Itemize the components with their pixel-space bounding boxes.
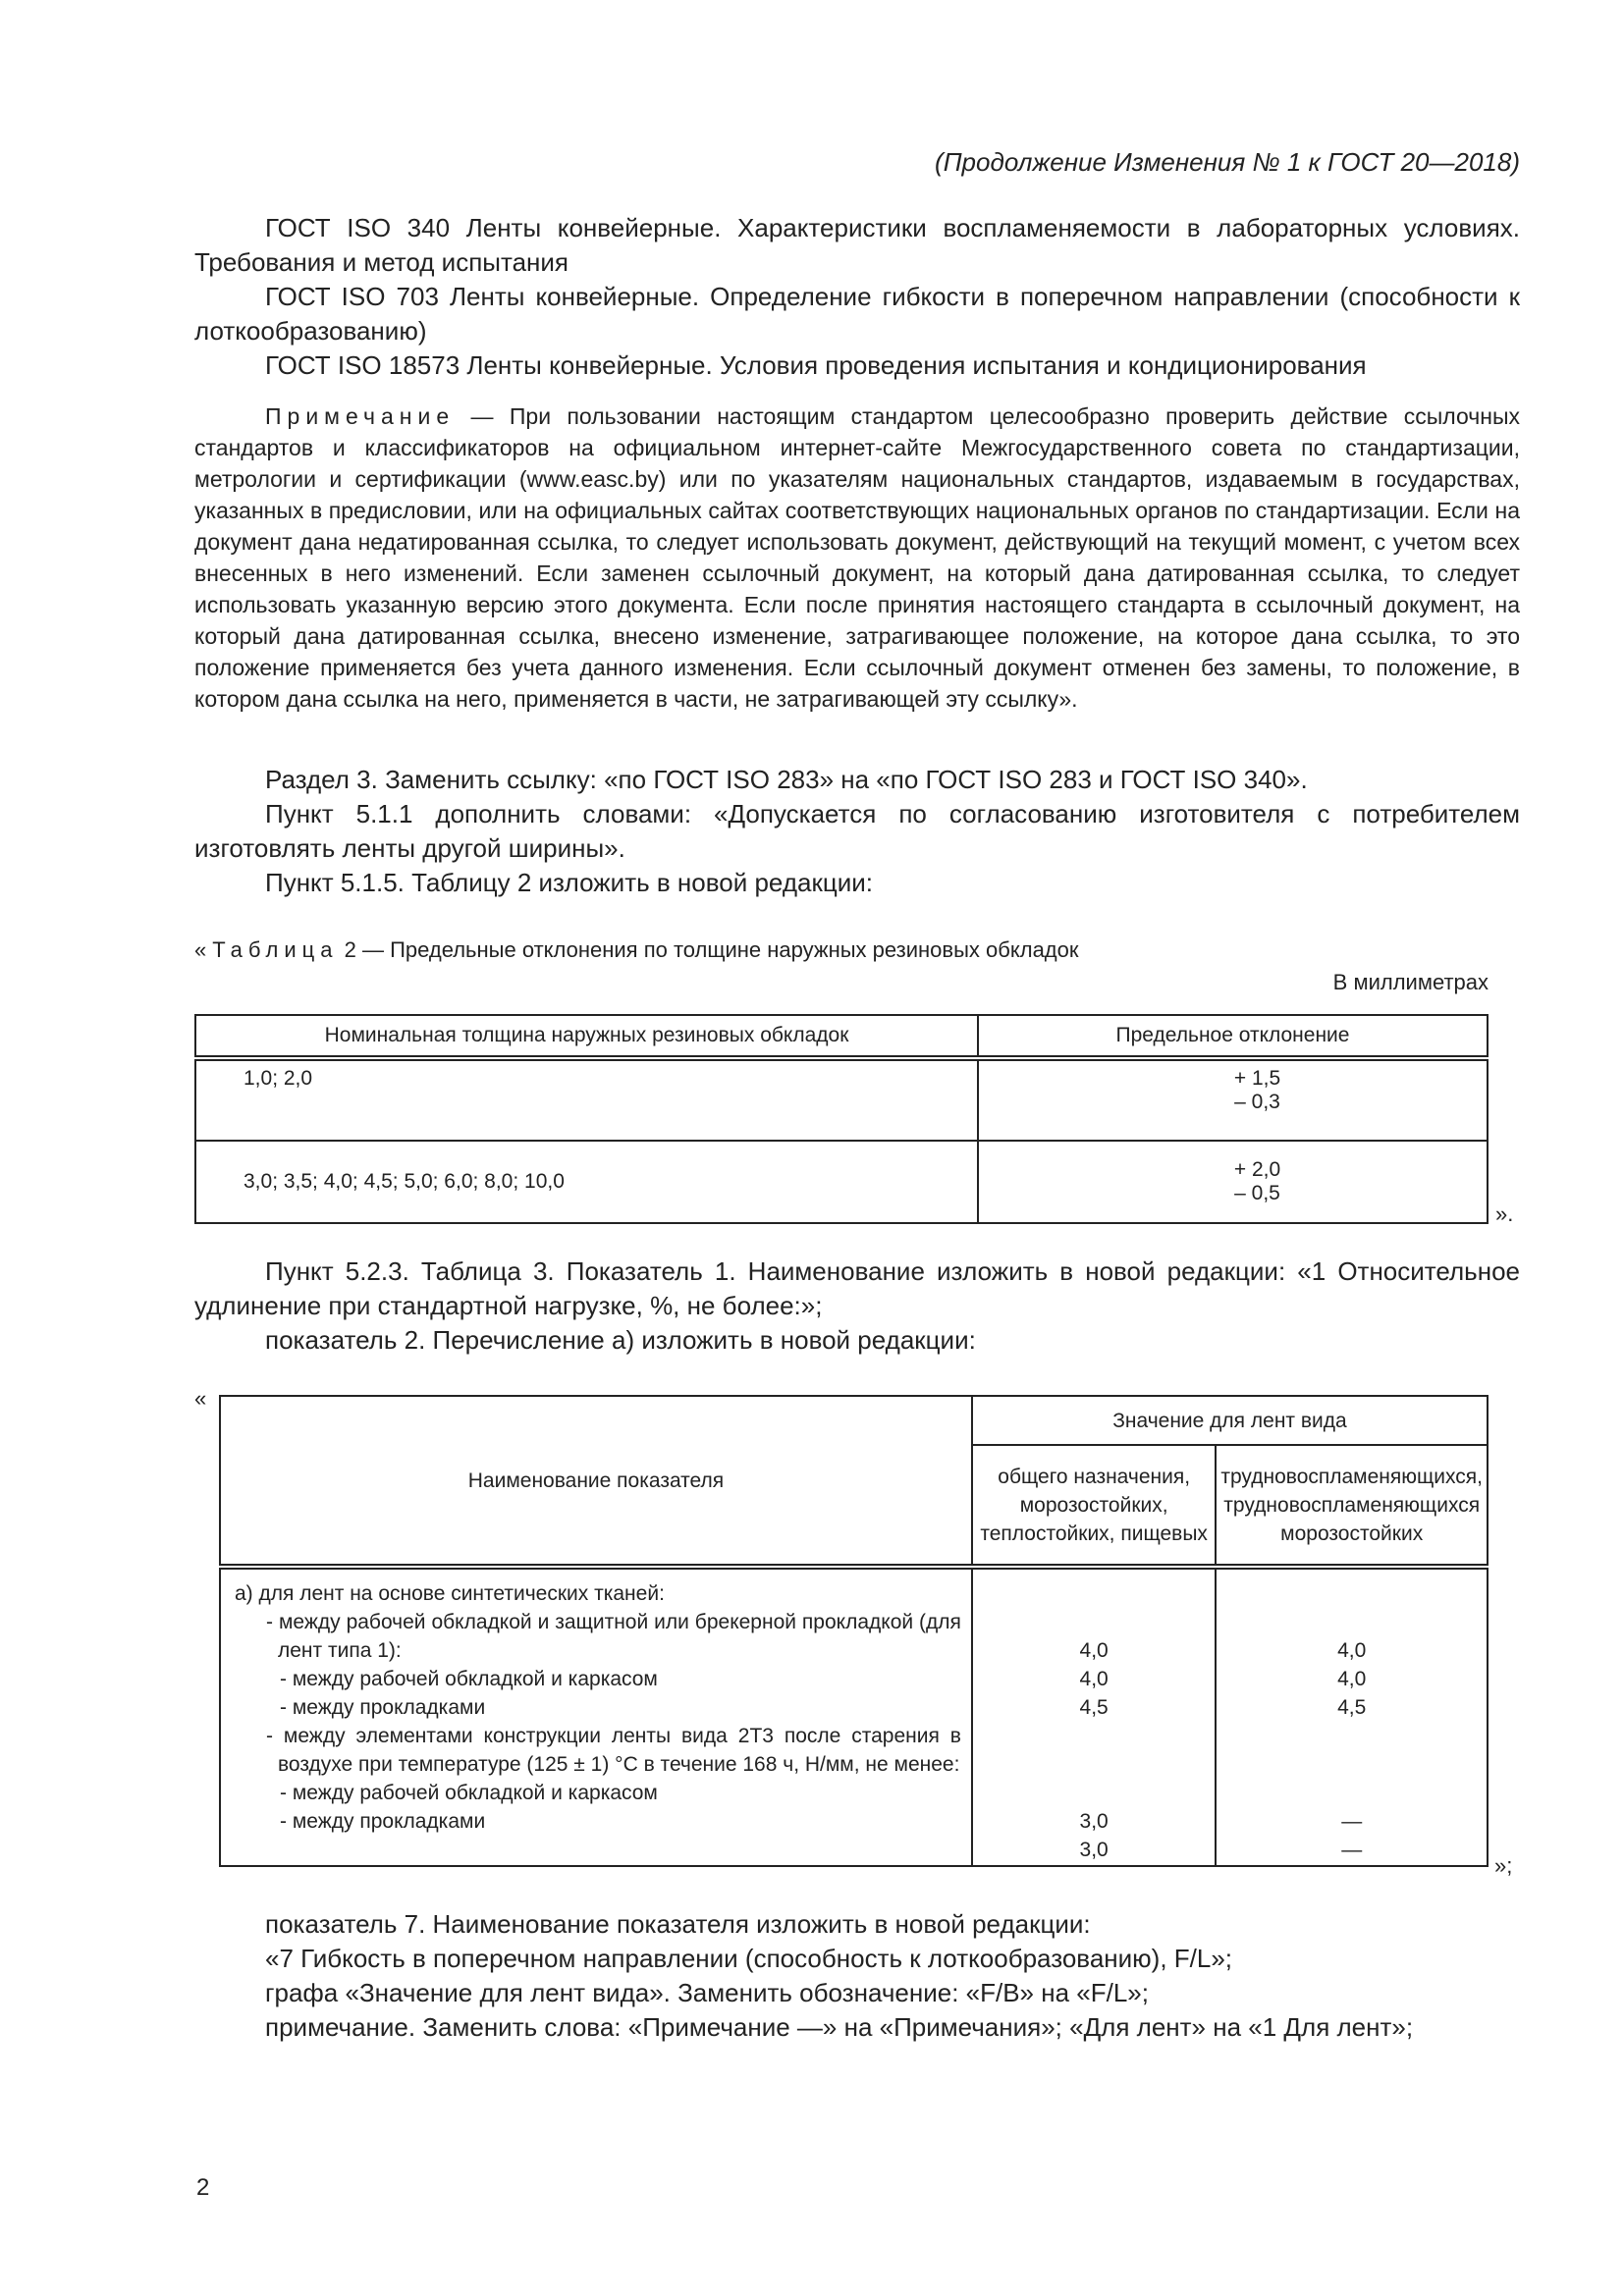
thickness-cell: 1,0; 2,0 <box>195 1058 978 1141</box>
table2-units: В миллиметрах <box>1332 970 1489 994</box>
table-row <box>195 1058 1488 1141</box>
table3 <box>219 1395 1489 1867</box>
value-cell-flame-resistant: 4,0 4,0 4,5 — — <box>1216 1567 1488 1866</box>
column-header: Номинальная толщина наружных резиновых обкладок <box>195 1015 978 1058</box>
table2 <box>194 1014 1489 1224</box>
thickness-cell: 3,0; 3,5; 4,0; 4,5; 5,0; 6,0; 8,0; 10,0 <box>195 1141 978 1223</box>
column-header-general: общего назначения, морозостойких, теплостойких, пищевых <box>972 1445 1216 1567</box>
references-list <box>194 211 1520 383</box>
change-item: показатель 2. Перечисление а) изложить в новой редакции: <box>265 1325 976 1355</box>
change-item: Пункт 5.1.1 дополнить словами: «Допускается по согласованию изготовителя с потребителем изготовлять ленты другой ширины». <box>194 799 1520 863</box>
value-cell-general: 4,0 4,0 4,5 3,0 3,0 <box>972 1567 1216 1866</box>
table3-close-quote: »; <box>1494 1853 1513 1878</box>
reference-item: ГОСТ ISO 703 Ленты конвейерные. Определение гибкости в поперечном направлении (способности к лоткообразованию) <box>194 282 1520 346</box>
reference-item: ГОСТ ISO 340 Ленты конвейерные. Характеристики воспламеняемости в лабораторных условиях. Требования и метод испытания <box>194 213 1520 277</box>
table-row <box>220 1567 1488 1866</box>
page-number: 2 <box>196 2174 210 2201</box>
change-item: графа «Значение для лент вида». Заменить обозначение: «F/B» на «F/L»; <box>265 1978 1149 2007</box>
column-header-group: Значение для лент вида <box>972 1396 1488 1445</box>
deviation-cell: + 2,0 – 0,5 <box>978 1141 1488 1223</box>
changes-block <box>194 763 1520 900</box>
note-text: — При пользовании настоящим стандартом целесообразно проверить действие ссылочных стандартов и классификаторов на официальном интернет-сайте Межгосударственного совета по стандартизации, метрологии и сертификации (www.easc.by) или по указателям национальных стандартов, издаваемым в государствах, указанных в предисловии, или на официальных сайтах соответствующих национальных органов по стандартизации. Если на документ дана недатированная ссылка, то следует использовать документ, действующий на текущий момент, с учетом всех внесенных в него изменений. Если заменен ссылочный документ, на который дана датированная ссылка, то следует использовать указанную версию этого документа. Если после принятия настоящего стандарта в ссылочный документ, на который дана датированная ссылка, внесено изменение, затрагивающее положение, на которое дана ссылка, то это положение применяется без учета данного изменения. Если ссылочный документ отменен без замены, то положение, в котором дана ссылка на него, применяется в части, не затрагивающей эту ссылку». <box>194 403 1520 712</box>
table3-open-quote: « <box>194 1386 207 1411</box>
note-label: Примечание <box>265 403 456 429</box>
changes2-block <box>194 1255 1520 1358</box>
change-item: показатель 7. Наименование показателя изложить в новой редакции: <box>265 1909 1091 1939</box>
change-item: примечание. Заменить слова: «Примечание —» на «Примечания»; «Для лент» на «1 Для лент»; <box>265 2012 1414 2042</box>
reference-item: ГОСТ ISO 18573 Ленты конвейерные. Условия проведения испытания и кондиционирования <box>265 350 1367 380</box>
changes3-block <box>194 1907 1520 2045</box>
column-header-name: Наименование показателя <box>220 1396 972 1567</box>
column-header: Предельное отклонение <box>978 1015 1488 1058</box>
running-header: (Продолжение Изменения № 1 к ГОСТ 20—2018) <box>935 147 1520 177</box>
change-item: «7 Гибкость в поперечном направлении (способность к лоткообразованию), F/L»; <box>265 1944 1233 1973</box>
column-header-flame-resistant: трудновоспламеняющихся, трудновоспламеняющихся морозостойких <box>1216 1445 1488 1567</box>
indicator-cell: а) для лент на основе синтетических тканей: - между рабочей обкладкой и защитной или брекерной прокладкой (для лент типа 1): - между рабочей обкладкой и каркасом - между прокладками - между элементами конструкции ленты вида 2Т3 после старения в воздухе при температуре (125 ± 1) °С в течение 168 ч, Н/мм, не менее: - между рабочей обкладкой и каркасом - между прокладками <box>220 1567 972 1866</box>
change-item: Пункт 5.2.3. Таблица 3. Показатель 1. Наименование изложить в новой редакции: «1 Относительное удлинение при стандартной нагрузке, %, не более:»; <box>194 1256 1520 1320</box>
change-item: Раздел 3. Заменить ссылку: «по ГОСТ ISO 283» на «по ГОСТ ISO 283 и ГОСТ ISO 340». <box>265 765 1308 794</box>
change-item: Пункт 5.1.5. Таблицу 2 изложить в новой редакции: <box>265 868 873 897</box>
table-row <box>195 1141 1488 1223</box>
table2-caption: «Таблица 2 — Предельные отклонения по толщине наружных резиновых обкладок <box>194 937 1079 962</box>
table-header-row <box>195 1015 1488 1058</box>
table2-close-quote: ». <box>1495 1201 1514 1226</box>
deviation-cell: + 1,5 – 0,3 <box>978 1058 1488 1141</box>
note-block <box>194 400 1520 715</box>
